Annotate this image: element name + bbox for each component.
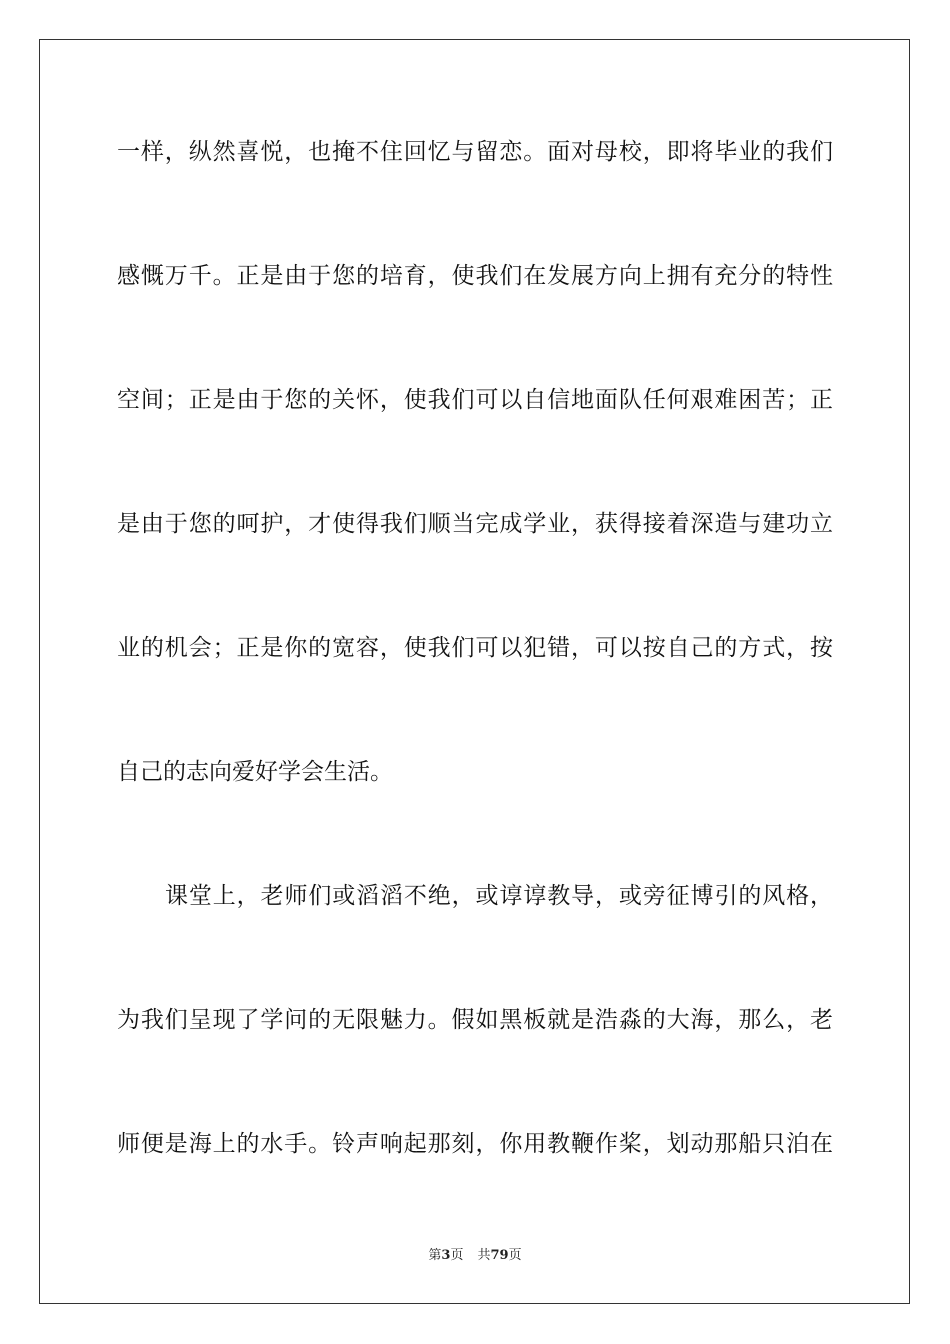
body-text-line: 空间；正是由于您的关怀，使我们可以自信地面队任何艰难困苦；正: [117, 387, 833, 413]
body-text-line: 一样，纵然喜悦，也掩不住回忆与留恋。面对母校，即将毕业的我们: [117, 139, 833, 165]
total-prefix: 共: [477, 1248, 491, 1263]
paragraph-first-line: 课堂上，老师们或滔滔不绝，或谆谆教导，或旁征博引的风格，: [165, 883, 833, 909]
body-text-line: 为我们呈现了学问的无限魅力。假如黑板就是浩淼的大海，那么，老: [117, 1007, 833, 1033]
body-text-line: 是由于您的呵护，才使得我们顺当完成学业，获得接着深造与建功立: [117, 511, 833, 537]
body-text-line: 业的机会；正是你的宽容，使我们可以犯错，可以按自己的方式，按: [117, 635, 833, 661]
page-prefix: 第: [428, 1248, 442, 1263]
page-number: 3: [441, 1248, 451, 1263]
body-text-line: 师便是海上的水手。铃声响起那刻，你用教鞭作桨，划动那船只泊在: [117, 1131, 833, 1157]
body-text-line: 感慨万千。正是由于您的培育，使我们在发展方向上拥有充分的特性: [117, 263, 833, 289]
page-suffix: 页: [450, 1248, 464, 1263]
page-border: [39, 39, 910, 1304]
total-suffix: 页: [508, 1248, 522, 1263]
body-text-line: 自己的志向爱好学会生活。: [117, 759, 393, 785]
total-pages: 79: [490, 1248, 509, 1263]
page-footer: [0, 1247, 950, 1265]
